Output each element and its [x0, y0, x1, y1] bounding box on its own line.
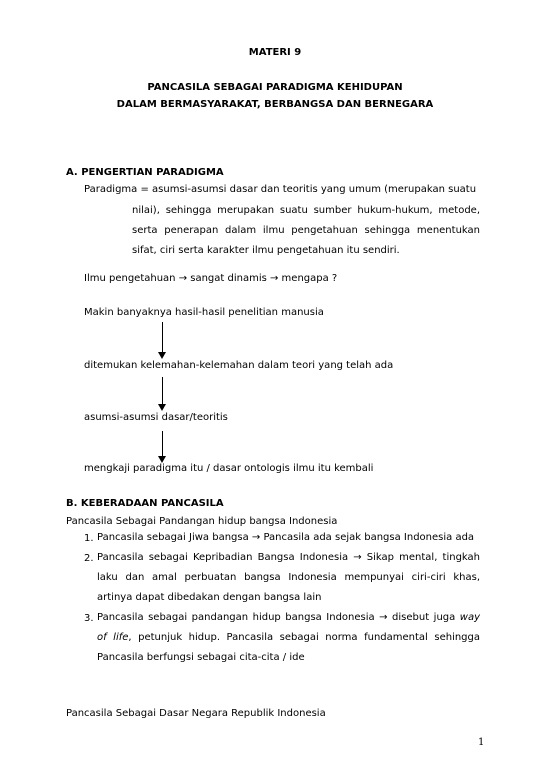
definition-line: nilai), sehingga merupakan suatu sumber hukum-hukum, metode,: [132, 205, 480, 216]
materi-label: MATERI 9: [248, 47, 302, 58]
title-line-2: DALAM BERMASYARAKAT, BERBANGSA DAN BERNEGARA: [116, 99, 434, 110]
flow-arrow-head: [158, 456, 166, 463]
definition-line: serta penerapan dalam ilmu pengetahuan sehingga menentukan: [132, 225, 480, 236]
list-item: Pancasila sebagai Jiwa bangsa → Pancasila ada sejak bangsa Indonesia ada: [97, 532, 475, 543]
flow-step: ditemukan kelemahan-kelemahan dalam teori yang telah ada: [84, 360, 394, 371]
section-a-heading: A. PENGERTIAN PARADIGMA: [66, 167, 224, 178]
flow-arrow-head: [158, 352, 166, 359]
list-number: 2.: [84, 553, 94, 564]
way-of-life-emphasis: way of life: [97, 612, 480, 643]
flow-arrow-shaft: [162, 431, 163, 457]
flow-arrow-shaft: [162, 322, 163, 353]
definition-first-line: Paradigma = asumsi-asumsi dasar dan teoritis yang umum (merupakan suatu: [84, 184, 477, 195]
dasar-negara-heading: Pancasila Sebagai Dasar Negara Republik Indonesia: [66, 708, 326, 719]
section-b-subheading: Pancasila Sebagai Pandangan hidup bangsa Indonesia: [66, 516, 338, 527]
title-line-1: PANCASILA SEBAGAI PARADIGMA KEHIDUPAN: [147, 82, 403, 93]
list-number: 1.: [84, 533, 94, 544]
list-item-text: Pancasila sebagai pandangan hidup bangsa Indonesia → disebut juga: [97, 612, 460, 623]
section-b-heading: B. KEBERADAAN PANCASILA: [66, 498, 224, 509]
flow-step: asumsi-asumsi dasar/teoritis: [84, 412, 228, 423]
list-item: Pancasila sebagai Kepribadian Bangsa Indonesia → Sikap mental, tingkah laku dan amal perbuatan bangsa Indonesia mempunyai ciri-ciri khas, artinya dapat dibedakan dengan bangsa lain: [97, 552, 480, 603]
flow-arrow-shaft: [162, 377, 163, 405]
flow-step: mengkaji paradigma itu / dasar ontologis ilmu itu kembali: [84, 463, 374, 474]
list-item: [97, 608, 480, 668]
definition-line: sifat, ciri serta karakter ilmu pengetahuan itu sendiri.: [132, 245, 400, 256]
page-number: 1: [478, 737, 485, 748]
list-number: 3.: [84, 613, 94, 624]
list-item-text: , petunjuk hidup. Pancasila sebagai norma fundamental sehingga Pancasila berfungsi sebagai cita-cita / ide: [97, 632, 481, 663]
ilmu-pengetahuan-line: Ilmu pengetahuan → sangat dinamis → mengapa ?: [84, 273, 338, 284]
flow-arrow-head: [158, 404, 166, 411]
flow-step: Makin banyaknya hasil-hasil penelitian manusia: [84, 307, 324, 318]
